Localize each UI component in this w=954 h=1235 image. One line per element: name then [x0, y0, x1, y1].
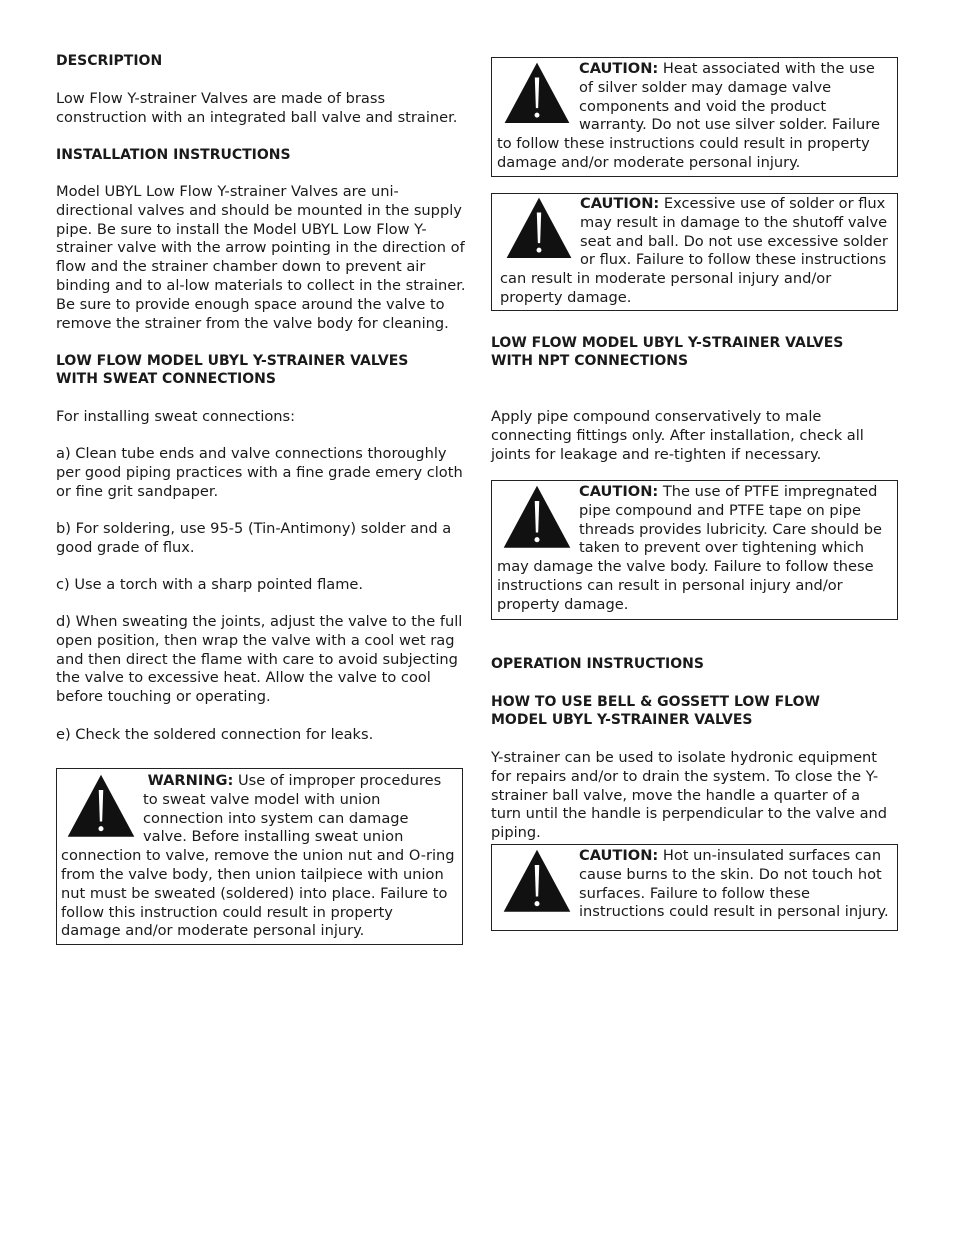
warning-body: Use of improper procedures to sweat valve model with union connection into system can damage valve. Before installing sweat union connection to valve, remove the union nut and O-ring from the valve body, then union tailpiece with union nut must be sweated (soldered) into place. Failure to follow this instruction could result in property damage and/or moderate personal injury. [61, 772, 455, 940]
caution-2-body: Excessive use of solder or flux may result in damage to the shutoff valve seat and ball. Do not use excessive solder or flux. Failure to follow these instructions can result in moderate personal injury and/or property damage. [500, 195, 888, 306]
npt-heading-line-2: WITH NPT CONNECTIONS [491, 353, 689, 369]
npt-text: Apply pipe compound conservatively to male connecting fittings only. After installation, check all joints for leakage and re-tighten if necessary. [491, 408, 864, 463]
warning-box [56, 768, 463, 945]
howto-heading-line-1: HOW TO USE BELL & GOSSETT LOW FLOW [491, 694, 820, 710]
caution-2-label: CAUTION: [580, 195, 660, 212]
caution-box-hot-surfaces [491, 844, 898, 931]
warning-label: WARNING: [147, 772, 234, 789]
caution-3-label: CAUTION: [579, 483, 659, 500]
step-a: a) Clean tube ends and valve connections thoroughly per good piping practices with a fine grade emery cloth or fine grit sandpaper. [56, 445, 463, 500]
step-b: b) For soldering, use 95-5 (Tin-Antimony) solder and a good grade of flux. [56, 520, 452, 556]
sweat-heading-line-2: WITH SWEAT CONNECTIONS [56, 371, 276, 387]
exclamation-triangle-icon [497, 60, 577, 130]
exclamation-triangle-icon [497, 483, 577, 555]
step-c: c) Use a torch with a sharp pointed flame. [56, 576, 364, 593]
installation-text: Model UBYL Low Flow Y-strainer Valves are uni-directional valves and should be mounted in the supply pipe. Be sure to install the Model UBYL Low Flow Y-strainer valve with the arrow pointing in the direction of flow and the strainer chamber down to prevent air binding and to al-low materials to collect in the strainer. Be sure to provide enough space around the valve to remove the strainer from the valve body for cleaning. [56, 183, 466, 332]
caution-box-ptfe [491, 480, 898, 620]
sweat-heading-line-1: LOW FLOW MODEL UBYL Y-STRAINER VALVES [56, 353, 409, 369]
installation-heading: INSTALLATION INSTRUCTIONS [56, 147, 291, 163]
description-text: Low Flow Y-strainer Valves are made of brass construction with an integrated ball valve and strainer. [56, 90, 458, 126]
npt-heading-line-1: LOW FLOW MODEL UBYL Y-STRAINER VALVES [491, 335, 844, 351]
caution-4-body: Hot un-insulated surfaces can cause burns to the skin. Do not touch hot surfaces. Failure to follow these instructions could result in personal injury. [579, 847, 889, 921]
exclamation-triangle-icon [497, 847, 577, 919]
caution-1-label: CAUTION: [579, 60, 659, 77]
description-heading: DESCRIPTION [56, 53, 163, 69]
caution-box-silver-solder [491, 57, 898, 177]
caution-1-body: Heat associated with the use of silver solder may damage valve components and void the product warranty. Do not use silver solder. Failure to follow these instructions could result in property damage and/or moderate personal injury. [497, 60, 880, 171]
howto-heading-line-2: MODEL UBYL Y-STRAINER VALVES [491, 712, 753, 728]
step-e: e) Check the soldered connection for leaks. [56, 726, 374, 743]
caution-3-body: The use of PTFE impregnated pipe compound and PTFE tape on pipe threads provides lubricity. Care should be taken to prevent over tightening which may damage the valve body. Failure to follow these instructions can result in personal injury and/or property damage. [497, 483, 883, 613]
exclamation-triangle-icon [500, 195, 578, 265]
step-d: d) When sweating the joints, adjust the valve to the full open position, then wrap the valve with a cool wet rag and then direct the flame with care to avoid subjecting the valve to excessive heat. Allow the valve to cool before touching or operating. [56, 613, 463, 706]
sweat-intro: For installing sweat connections: [56, 408, 296, 425]
caution-4-label: CAUTION: [579, 847, 659, 864]
caution-box-excess-solder [491, 193, 898, 311]
howto-text: Y-strainer can be used to isolate hydronic equipment for repairs and/or to drain the system. To close the Y-strainer ball valve, move the handle a quarter of a turn until the handle is perpendicular to the valve and piping. [491, 749, 888, 842]
exclamation-triangle-icon [61, 772, 141, 844]
operation-heading: OPERATION INSTRUCTIONS [491, 656, 704, 672]
